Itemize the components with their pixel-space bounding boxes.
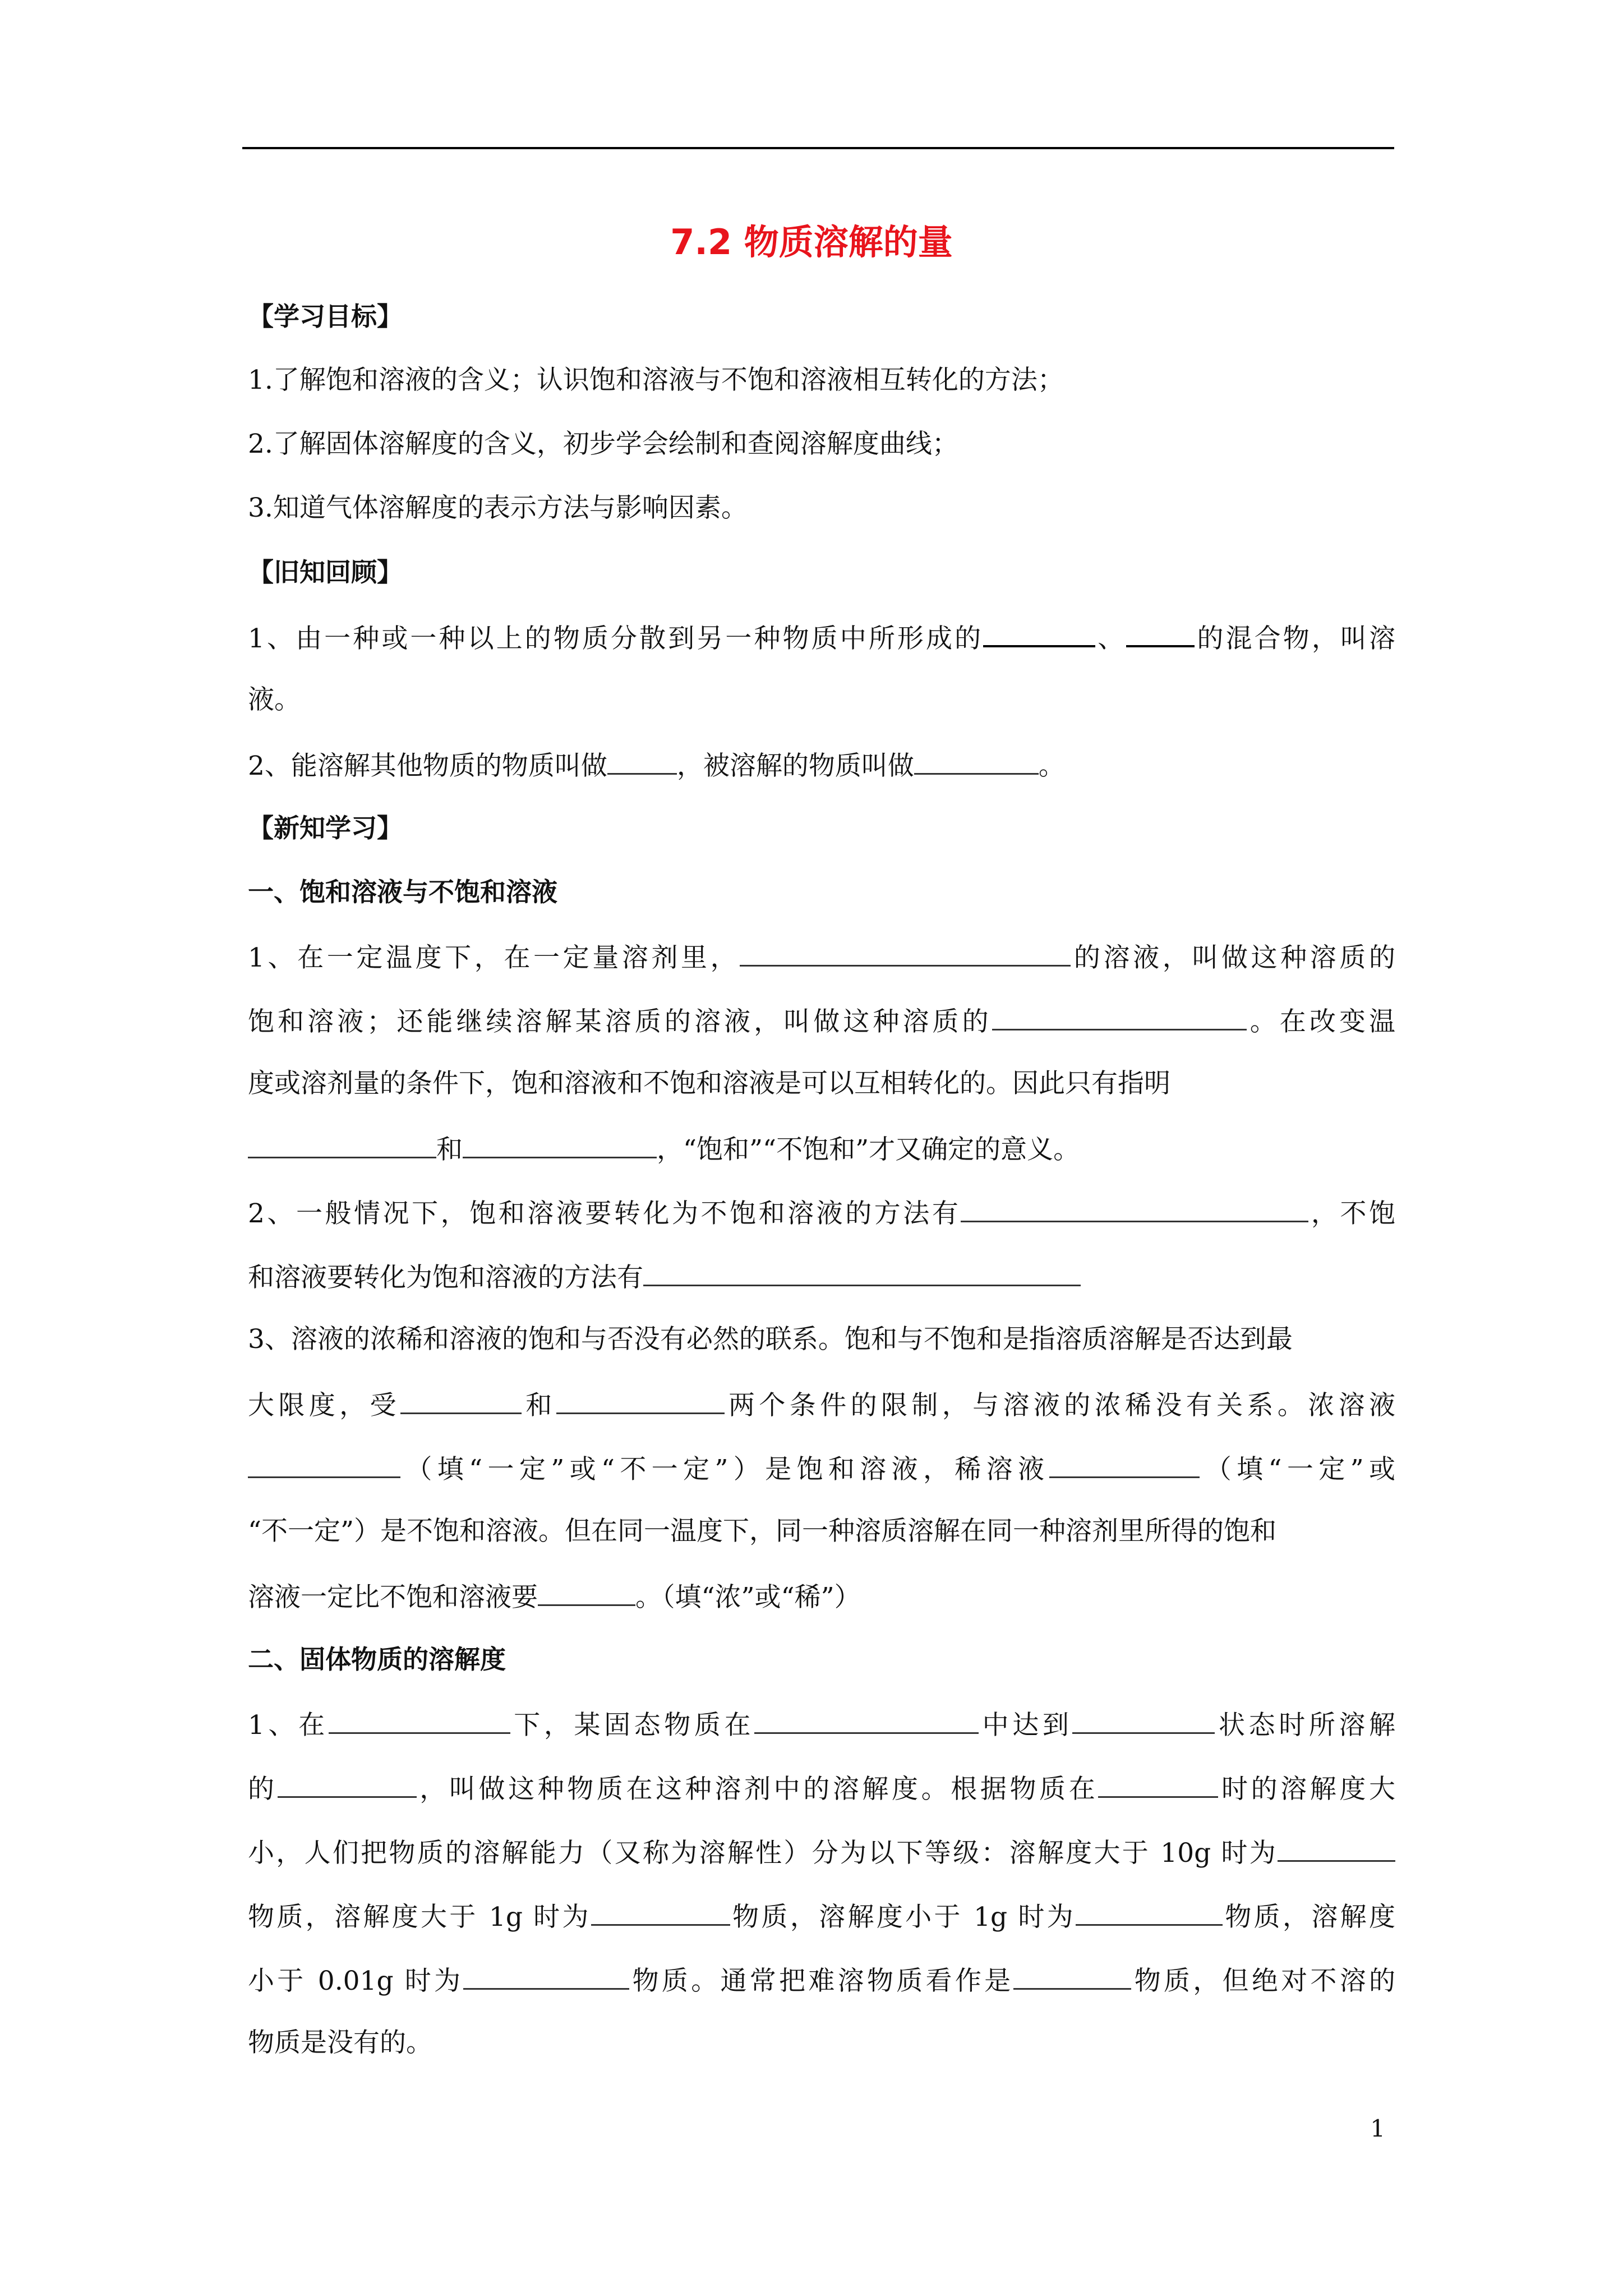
part1-para2-line2: [248, 1259, 1395, 1295]
para-text: 物质。通常把难溶物质看作是: [629, 1966, 1014, 1996]
para-text: 和溶液要转化为饱和溶液的方法有: [248, 1262, 643, 1293]
para-text: 。（填“浓”或“稀”）: [635, 1582, 861, 1613]
para-text: ，叫做这种物质在这种溶剂中的溶解度。根据物质在: [416, 1774, 1099, 1805]
blank-field[interactable]: [1098, 1770, 1218, 1798]
para-text: 小，人们把物质的溶解能力（又称为溶解性）分为以下等级：溶解度大于 10g 时为: [248, 1838, 1278, 1869]
para-text: 。在改变温: [1246, 1006, 1396, 1037]
part1-para3-line4: “不一定”）是不饱和溶液。但在同一温度下，同一种溶质溶解在同一种溶剂里所得的饱和: [248, 1516, 1277, 1547]
para-text: （填“一定”或: [1200, 1454, 1395, 1485]
part1-para3-line5: [248, 1579, 1395, 1614]
para-text: 物质，溶解度: [1223, 1902, 1395, 1932]
blank-field[interactable]: [538, 1579, 635, 1606]
blank-field[interactable]: [740, 939, 1071, 967]
blank-field[interactable]: [1076, 1898, 1223, 1926]
review-question-2: [248, 747, 1395, 783]
part1-para2-line1: [248, 1195, 1395, 1231]
section-heading-part2: 二、固体物质的溶解度: [248, 1644, 506, 1674]
para-text: 的: [248, 1774, 278, 1805]
blank-field[interactable]: [278, 1770, 417, 1798]
page-title: 7.2 物质溶解的量: [670, 222, 953, 263]
para-text: 物质，但绝对不溶的: [1131, 1966, 1396, 1996]
blank-field[interactable]: [961, 1195, 1308, 1222]
blank-field[interactable]: [248, 1131, 436, 1158]
blank-field[interactable]: [992, 1003, 1247, 1030]
part2-para1-line2: [248, 1770, 1395, 1806]
part2-para1-line4: [248, 1898, 1395, 1934]
para-text: 溶液一定比不饱和溶液要: [248, 1582, 538, 1613]
para-text: ，“饱和”“不饱和”才又确定的意义。: [657, 1134, 1080, 1165]
blank-field[interactable]: [329, 1706, 510, 1734]
goal-item-1: 1.了解饱和溶液的含义；认识饱和溶液与不饱和溶液相互转化的方法；: [248, 365, 1064, 395]
blank-field[interactable]: [400, 1387, 522, 1414]
review-text: 。: [1038, 751, 1065, 781]
para-text: 中达到: [979, 1710, 1073, 1741]
review-text: 2、能溶解其他物质的物质叫做: [248, 751, 607, 781]
part1-para1-line4: [248, 1131, 1395, 1167]
part2-para1-line3: [248, 1834, 1395, 1870]
para-text: 物质，溶解度小于 1g 时为: [730, 1902, 1076, 1932]
para-text: 1、在一定温度下，在一定量溶剂里，: [248, 942, 740, 973]
blank-field[interactable]: [556, 1387, 725, 1414]
blank-field[interactable]: [914, 747, 1039, 775]
review-question-1: [248, 619, 1395, 656]
blank-field[interactable]: [1278, 1834, 1395, 1862]
para-text: 小于 0.01g 时为: [248, 1966, 464, 1996]
para-text: 和: [436, 1134, 463, 1165]
para-text: 时的溶解度大: [1218, 1774, 1396, 1805]
para-text: 1、在: [248, 1710, 329, 1741]
section-heading-review: 【旧知回顾】: [248, 557, 403, 587]
para-text: 和: [521, 1390, 556, 1421]
part1-para1-line1: [248, 939, 1395, 975]
part2-para1-line5: [248, 1962, 1395, 1998]
blank-field[interactable]: [591, 1898, 730, 1926]
blank-field[interactable]: [1049, 1451, 1200, 1478]
header-rule: [242, 147, 1394, 149]
blank-field[interactable]: [1013, 1962, 1131, 1990]
goal-item-3: 3.知道气体溶解度的表示方法与影响因素。: [248, 493, 748, 523]
section-heading-goals: 【学习目标】: [248, 301, 403, 332]
para-text: 状态时所溶解: [1215, 1710, 1396, 1741]
blank-field[interactable]: [607, 747, 677, 775]
review-text: 、: [1095, 623, 1127, 654]
para-text: ，不饱: [1308, 1198, 1396, 1229]
review-text: ，被溶解的物质叫做: [676, 751, 914, 781]
part1-para1-line3: 度或溶剂量的条件下，饱和溶液和不饱和溶液是可以互相转化的。因此只有指明: [248, 1068, 1170, 1099]
para-text: 下，某固态物质在: [510, 1710, 755, 1741]
section-heading-part1: 一、饱和溶液与不饱和溶液: [248, 877, 557, 907]
blank-field[interactable]: [754, 1706, 979, 1734]
blank-field[interactable]: [643, 1259, 1081, 1286]
para-text: 饱和溶液；还能继续溶解某溶质的溶液，叫做这种溶质的: [248, 1006, 992, 1037]
blank-field[interactable]: [248, 1451, 400, 1478]
blank-field[interactable]: [983, 619, 1095, 647]
para-text: 大限度，受: [248, 1390, 400, 1421]
blank-field[interactable]: [463, 1131, 657, 1158]
part1-para3-line2: [248, 1387, 1395, 1423]
review-text: 1、由一种或一种以上的物质分散到另一种物质中所形成的: [248, 623, 984, 654]
part2-para1-line1: [248, 1706, 1395, 1742]
part1-para3-line3: [248, 1451, 1395, 1487]
goal-item-2: 2.了解固体溶解度的含义，初步学会绘制和查阅溶解度曲线；: [248, 429, 958, 459]
para-text: （填“一定”或“不一定”）是饱和溶液，稀溶液: [400, 1454, 1050, 1485]
para-text: 两个条件的限制，与溶液的浓稀没有关系。浓溶液: [724, 1390, 1396, 1421]
part2-para1-line6: 物质是没有的。: [248, 2027, 432, 2058]
blank-field[interactable]: [463, 1962, 629, 1990]
para-text: 2、一般情况下，饱和溶液要转化为不饱和溶液的方法有: [248, 1198, 961, 1229]
page-number: 1: [1370, 2115, 1385, 2142]
blank-field[interactable]: [1126, 619, 1195, 647]
part1-para3-line1: 3、溶液的浓稀和溶液的饱和与否没有必然的联系。饱和与不饱和是指溶质溶解是否达到最: [248, 1324, 1293, 1355]
blank-field[interactable]: [1072, 1706, 1215, 1734]
section-heading-newlearn: 【新知学习】: [248, 813, 403, 843]
para-text: 物质，溶解度大于 1g 时为: [248, 1902, 591, 1932]
review-text: 的混合物，叫溶: [1195, 623, 1396, 654]
part1-para1-line2: [248, 1003, 1395, 1039]
review-question-1-cont: 液。: [248, 684, 301, 715]
para-text: 的溶液，叫做这种溶质的: [1071, 942, 1395, 973]
